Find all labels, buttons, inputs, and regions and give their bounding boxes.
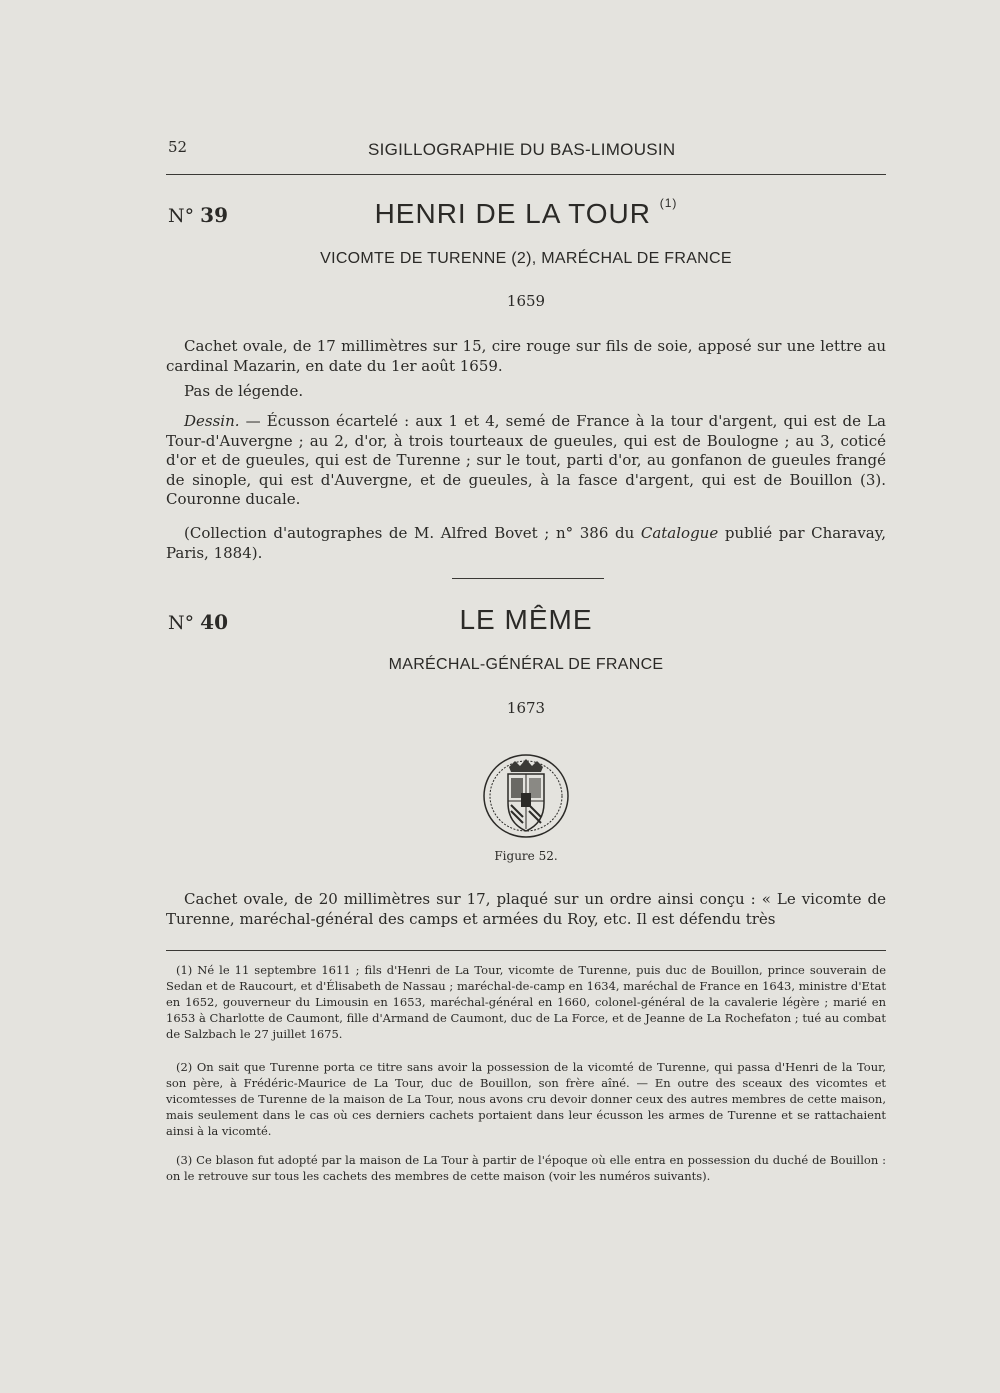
entry-40-number-prefix: N° — [168, 612, 195, 634]
seal-figure — [481, 751, 571, 841]
page-number: 52 — [168, 138, 188, 156]
footnote-1: (1) Né le 11 septembre 1611 ; fils d'Henri de La Tour, vicomte de Turenne, puis duc de Bouillon, prince souverain de Sedan et de Raucourt, et d'Élisabeth de Nassau ; maréchal-de-camp en 1634, maréchal de France en 1643, ministre d'Etat en 1652, gouverneur du Limousin en 1653, maréchal-général en 1660, colonel-général de la cavalerie légère ; marié en 1653 à Charlotte de Caumont, fille d'Armand de Caumont, duc de La Force, et de Jeanne de La Rochefaton ; tué au combat de Salzbach le 27 juillet 1675. — [166, 963, 886, 1041]
footnote-2: (2) On sait que Turenne porta ce titre sans avoir la possession de la vicomté de Turenne, qui passa d'Henri de la Tour, son père, à Frédéric-Maurice de La Tour, duc de Bouillon, son frère aîné. — En outre des sceaux des vicomtes et vicomtesses de Turenne de la maison de La Tour, nous avons cru devoir donner ceux des autres membres de cette maison, mais seulement dans le cas où ces derniers cachets portaient dans leur écusson les armes de Turenne et se rattachaient ainsi à la vicomté. — [166, 1060, 886, 1138]
entry-39-subtitle: VICOMTE DE TURENNE (2), MARÉCHAL DE FRANCE — [320, 250, 732, 267]
entry-39-source-b: publié par Charavay, Paris, 1884). — [166, 524, 886, 562]
entry-39-year: 1659 — [506, 292, 546, 310]
running-title: SIGILLOGRAPHIE DU BAS-LIMOUSIN — [368, 140, 676, 159]
entry-39-number-prefix: N° — [168, 205, 195, 227]
entry-40-subtitle: MARÉCHAL-GÉNÉRAL DE FRANCE — [388, 656, 664, 673]
entry-39-source-a: (Collection d'autographes de M. Alfred Bovet ; n° 386 du — [184, 524, 641, 542]
entry-39-title-text: HENRI DE LA TOUR — [374, 198, 651, 229]
footnote-3: (3) Ce blason fut adopté par la maison de La Tour à partir de l'époque où elle entra en possession du duché de Bouillon : on le retrouve sur tous les cachets des membres de cette maison (voir les numéros suivants). — [166, 1153, 886, 1183]
entry-40-number-value: 40 — [200, 610, 229, 634]
entry-40-year: 1673 — [506, 699, 546, 717]
figure-caption: Figure 52. — [494, 849, 558, 863]
entry-39-dessin-text: — Écusson écartelé : aux 1 et 4, semé de France à la tour d'argent, qui est de La Tour-d'Auvergne ; au 2, d'or, à trois tourteaux de gueules, qui est de Boulogne ; au 3, coticé d'or et de gueules, qui est de Turenne ; sur le tout, parti d'or, au gonfanon de gueules frangé de sinople, qui est d'Auvergne, et de gueules, à la fasce d'argent, qui est de Bouillon (3). Couronne ducale. — [166, 412, 886, 508]
entry-39-paragraph-1: Cachet ovale, de 17 millimètres sur 15, cire rouge sur fils de soie, apposé sur une lettre au cardinal Mazarin, en date du 1er août 1659. — [166, 337, 886, 375]
entry-39-dessin-label: Dessin. — [184, 412, 240, 430]
entry-39-number-value: 39 — [200, 203, 229, 227]
header-rule — [166, 174, 886, 175]
entry-39-source-italic: Catalogue — [640, 524, 719, 542]
entry-39-paragraph-3 — [166, 412, 886, 510]
entry-39-paragraph-2: Pas de légende. — [184, 382, 304, 400]
entry-40-title: LE MÊME — [459, 604, 593, 635]
entry-39-title-note-ref: (1) — [659, 196, 678, 210]
entry-39-title — [166, 198, 886, 230]
entry-39-paragraph-4 — [166, 524, 886, 563]
footnote-rule — [166, 950, 886, 951]
section-separator — [452, 578, 604, 579]
entry-40-paragraph-1: Cachet ovale, de 20 millimètres sur 17, plaqué sur un ordre ainsi conçu : « Le vicomte de Turenne, maréchal-général des camps et armées du Roy, etc. Il est défendu très — [166, 890, 886, 928]
